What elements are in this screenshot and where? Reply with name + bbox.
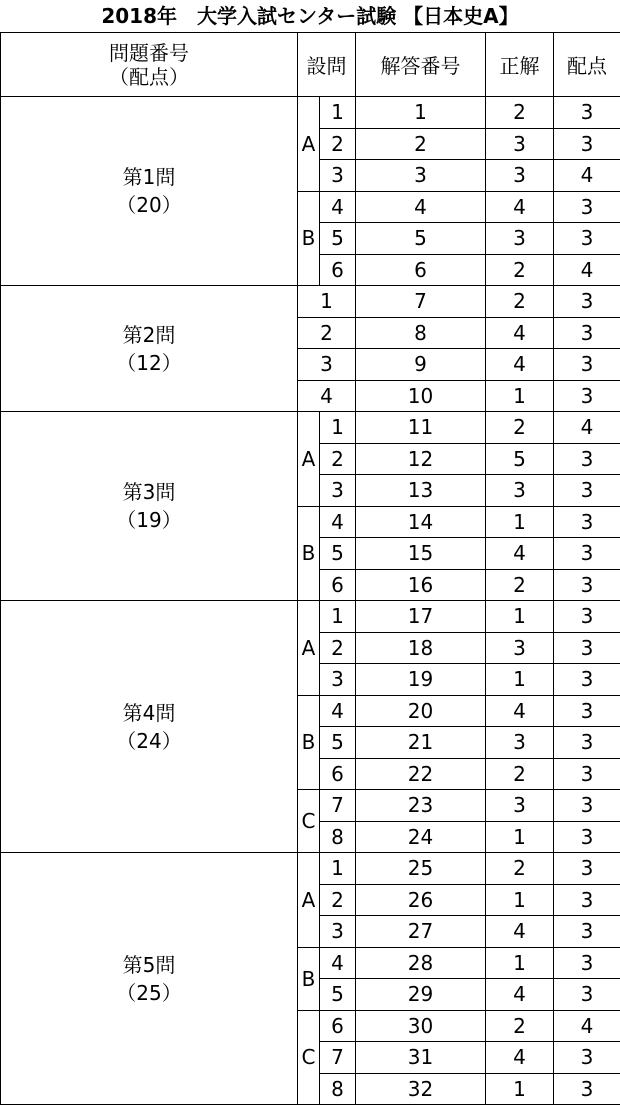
answer-number-cell: 6	[356, 254, 486, 286]
group-label: B	[298, 947, 320, 1010]
points-cell: 3	[554, 569, 620, 601]
sub-question-number: 5	[320, 979, 356, 1011]
group-label: C	[298, 1010, 320, 1105]
sub-question-number: 5	[320, 538, 356, 570]
answer-number-cell: 29	[356, 979, 486, 1011]
answer-number-cell: 16	[356, 569, 486, 601]
answer-number-cell: 9	[356, 349, 486, 381]
group-label: A	[298, 412, 320, 507]
correct-answer-cell: 3	[486, 160, 554, 192]
points-cell: 3	[554, 317, 620, 349]
answer-number-cell: 20	[356, 695, 486, 727]
answer-number-cell: 8	[356, 317, 486, 349]
answer-number-cell: 27	[356, 916, 486, 948]
group-label: A	[298, 97, 320, 192]
correct-answer-cell: 1	[486, 884, 554, 916]
group-label: B	[298, 191, 320, 286]
answer-number-cell: 7	[356, 286, 486, 318]
points-cell: 3	[554, 97, 620, 129]
sub-question-number: 8	[320, 821, 356, 853]
sub-question-number: 2	[320, 128, 356, 160]
correct-answer-cell: 2	[486, 758, 554, 790]
points-cell: 3	[554, 223, 620, 255]
table-row	[1, 853, 620, 885]
correct-answer-cell: 4	[486, 979, 554, 1011]
correct-answer-cell: 4	[486, 916, 554, 948]
correct-answer-cell: 2	[486, 254, 554, 286]
question-name: 第2問	[1, 321, 297, 349]
correct-answer-cell: 1	[486, 947, 554, 979]
sub-question-number: 5	[320, 727, 356, 759]
points-cell: 3	[554, 632, 620, 664]
correct-answer-cell: 4	[486, 191, 554, 223]
correct-answer-cell: 1	[486, 380, 554, 412]
sub-question-number: 1	[298, 286, 356, 318]
table-row	[1, 97, 620, 129]
sub-question-number: 7	[320, 1042, 356, 1074]
answer-number-cell: 28	[356, 947, 486, 979]
answer-number-cell: 18	[356, 632, 486, 664]
answer-number-cell: 17	[356, 601, 486, 633]
group-label: A	[298, 601, 320, 696]
correct-answer-cell: 2	[486, 412, 554, 444]
sub-question-number: 6	[320, 569, 356, 601]
points-cell: 4	[554, 160, 620, 192]
question-score: （25）	[1, 979, 297, 1007]
correct-answer-cell: 1	[486, 601, 554, 633]
correct-answer-cell: 4	[486, 695, 554, 727]
sub-question-number: 1	[320, 412, 356, 444]
answer-number-cell: 15	[356, 538, 486, 570]
correct-answer-cell: 1	[486, 506, 554, 538]
correct-answer-cell: 1	[486, 1073, 554, 1105]
points-cell: 3	[554, 947, 620, 979]
answer-number-cell: 19	[356, 664, 486, 696]
question-name: 第4問	[1, 699, 297, 727]
answer-number-cell: 5	[356, 223, 486, 255]
points-cell: 3	[554, 821, 620, 853]
question-cell	[1, 601, 298, 853]
sub-question-number: 2	[320, 884, 356, 916]
header-answer-number: 解答番号	[356, 33, 486, 97]
correct-answer-cell: 1	[486, 821, 554, 853]
points-cell: 3	[554, 790, 620, 822]
sub-question-number: 6	[320, 1010, 356, 1042]
group-label: B	[298, 506, 320, 601]
answer-number-cell: 12	[356, 443, 486, 475]
correct-answer-cell: 2	[486, 853, 554, 885]
points-cell: 3	[554, 884, 620, 916]
sub-question-number: 5	[320, 223, 356, 255]
correct-answer-cell: 3	[486, 790, 554, 822]
answer-number-cell: 21	[356, 727, 486, 759]
correct-answer-cell: 3	[486, 128, 554, 160]
sub-question-number: 3	[320, 664, 356, 696]
points-cell: 3	[554, 664, 620, 696]
group-label: A	[298, 853, 320, 948]
header-correct: 正解	[486, 33, 554, 97]
sub-question-number: 7	[320, 790, 356, 822]
table-row	[1, 412, 620, 444]
points-cell: 3	[554, 601, 620, 633]
header-problem-line2: （配点）	[1, 65, 297, 89]
correct-answer-cell: 4	[486, 1042, 554, 1074]
points-cell: 3	[554, 758, 620, 790]
question-score: （24）	[1, 727, 297, 755]
points-cell: 3	[554, 506, 620, 538]
answer-number-cell: 11	[356, 412, 486, 444]
correct-answer-cell: 2	[486, 286, 554, 318]
group-label: B	[298, 695, 320, 790]
sub-question-number: 1	[320, 853, 356, 885]
sub-question-number: 4	[298, 380, 356, 412]
points-cell: 3	[554, 916, 620, 948]
answer-number-cell: 26	[356, 884, 486, 916]
sub-question-number: 3	[320, 160, 356, 192]
points-cell: 3	[554, 727, 620, 759]
answer-number-cell: 10	[356, 380, 486, 412]
points-cell: 3	[554, 380, 620, 412]
correct-answer-cell: 4	[486, 317, 554, 349]
points-cell: 3	[554, 1073, 620, 1105]
sub-question-number: 8	[320, 1073, 356, 1105]
answer-number-cell: 4	[356, 191, 486, 223]
points-cell: 4	[554, 412, 620, 444]
sub-question-number: 4	[320, 947, 356, 979]
correct-answer-cell: 5	[486, 443, 554, 475]
question-name: 第5問	[1, 951, 297, 979]
correct-answer-cell: 4	[486, 349, 554, 381]
points-cell: 3	[554, 443, 620, 475]
answer-number-cell: 3	[356, 160, 486, 192]
header-row	[1, 33, 620, 97]
question-name: 第3問	[1, 478, 297, 506]
question-score: （19）	[1, 506, 297, 534]
header-setsumon: 設問	[298, 33, 356, 97]
answer-number-cell: 1	[356, 97, 486, 129]
sub-question-number: 4	[320, 695, 356, 727]
header-problem-line1: 問題番号	[1, 41, 297, 65]
points-cell: 4	[554, 1010, 620, 1042]
sub-question-number: 4	[320, 506, 356, 538]
correct-answer-cell: 2	[486, 1010, 554, 1042]
points-cell: 3	[554, 1042, 620, 1074]
points-cell: 3	[554, 475, 620, 507]
points-cell: 3	[554, 286, 620, 318]
correct-answer-cell: 1	[486, 664, 554, 696]
answer-number-cell: 30	[356, 1010, 486, 1042]
correct-answer-cell: 3	[486, 632, 554, 664]
answer-number-cell: 2	[356, 128, 486, 160]
answer-number-cell: 24	[356, 821, 486, 853]
sub-question-number: 2	[320, 632, 356, 664]
group-label: C	[298, 790, 320, 853]
sub-question-number: 1	[320, 601, 356, 633]
sub-question-number: 6	[320, 758, 356, 790]
answer-number-cell: 22	[356, 758, 486, 790]
sub-question-number: 4	[320, 191, 356, 223]
table-row	[1, 286, 620, 318]
points-cell: 4	[554, 254, 620, 286]
answer-number-cell: 14	[356, 506, 486, 538]
points-cell: 3	[554, 349, 620, 381]
answer-number-cell: 25	[356, 853, 486, 885]
points-cell: 3	[554, 128, 620, 160]
sub-question-number: 3	[320, 475, 356, 507]
correct-answer-cell: 4	[486, 538, 554, 570]
points-cell: 3	[554, 538, 620, 570]
answer-number-cell: 31	[356, 1042, 486, 1074]
correct-answer-cell: 3	[486, 223, 554, 255]
points-cell: 3	[554, 191, 620, 223]
sub-question-number: 2	[320, 443, 356, 475]
sub-question-number: 3	[298, 349, 356, 381]
question-cell	[1, 412, 298, 601]
correct-answer-cell: 3	[486, 475, 554, 507]
correct-answer-cell: 2	[486, 97, 554, 129]
answer-table	[0, 32, 620, 1105]
question-cell	[1, 286, 298, 412]
page-title: 2018年 大学入試センター試験 【日本史A】	[0, 0, 620, 32]
header-points: 配点	[554, 33, 620, 97]
sub-question-number: 6	[320, 254, 356, 286]
header-problem	[1, 33, 298, 97]
points-cell: 3	[554, 695, 620, 727]
points-cell: 3	[554, 979, 620, 1011]
sub-question-number: 2	[298, 317, 356, 349]
question-score: （12）	[1, 349, 297, 377]
question-cell	[1, 853, 298, 1105]
points-cell: 3	[554, 853, 620, 885]
answer-number-cell: 32	[356, 1073, 486, 1105]
answer-number-cell: 13	[356, 475, 486, 507]
correct-answer-cell: 2	[486, 569, 554, 601]
correct-answer-cell: 3	[486, 727, 554, 759]
question-score: （20）	[1, 191, 297, 219]
sub-question-number: 3	[320, 916, 356, 948]
question-name: 第1問	[1, 163, 297, 191]
table-row	[1, 601, 620, 633]
sub-question-number: 1	[320, 97, 356, 129]
answer-number-cell: 23	[356, 790, 486, 822]
question-cell	[1, 97, 298, 286]
